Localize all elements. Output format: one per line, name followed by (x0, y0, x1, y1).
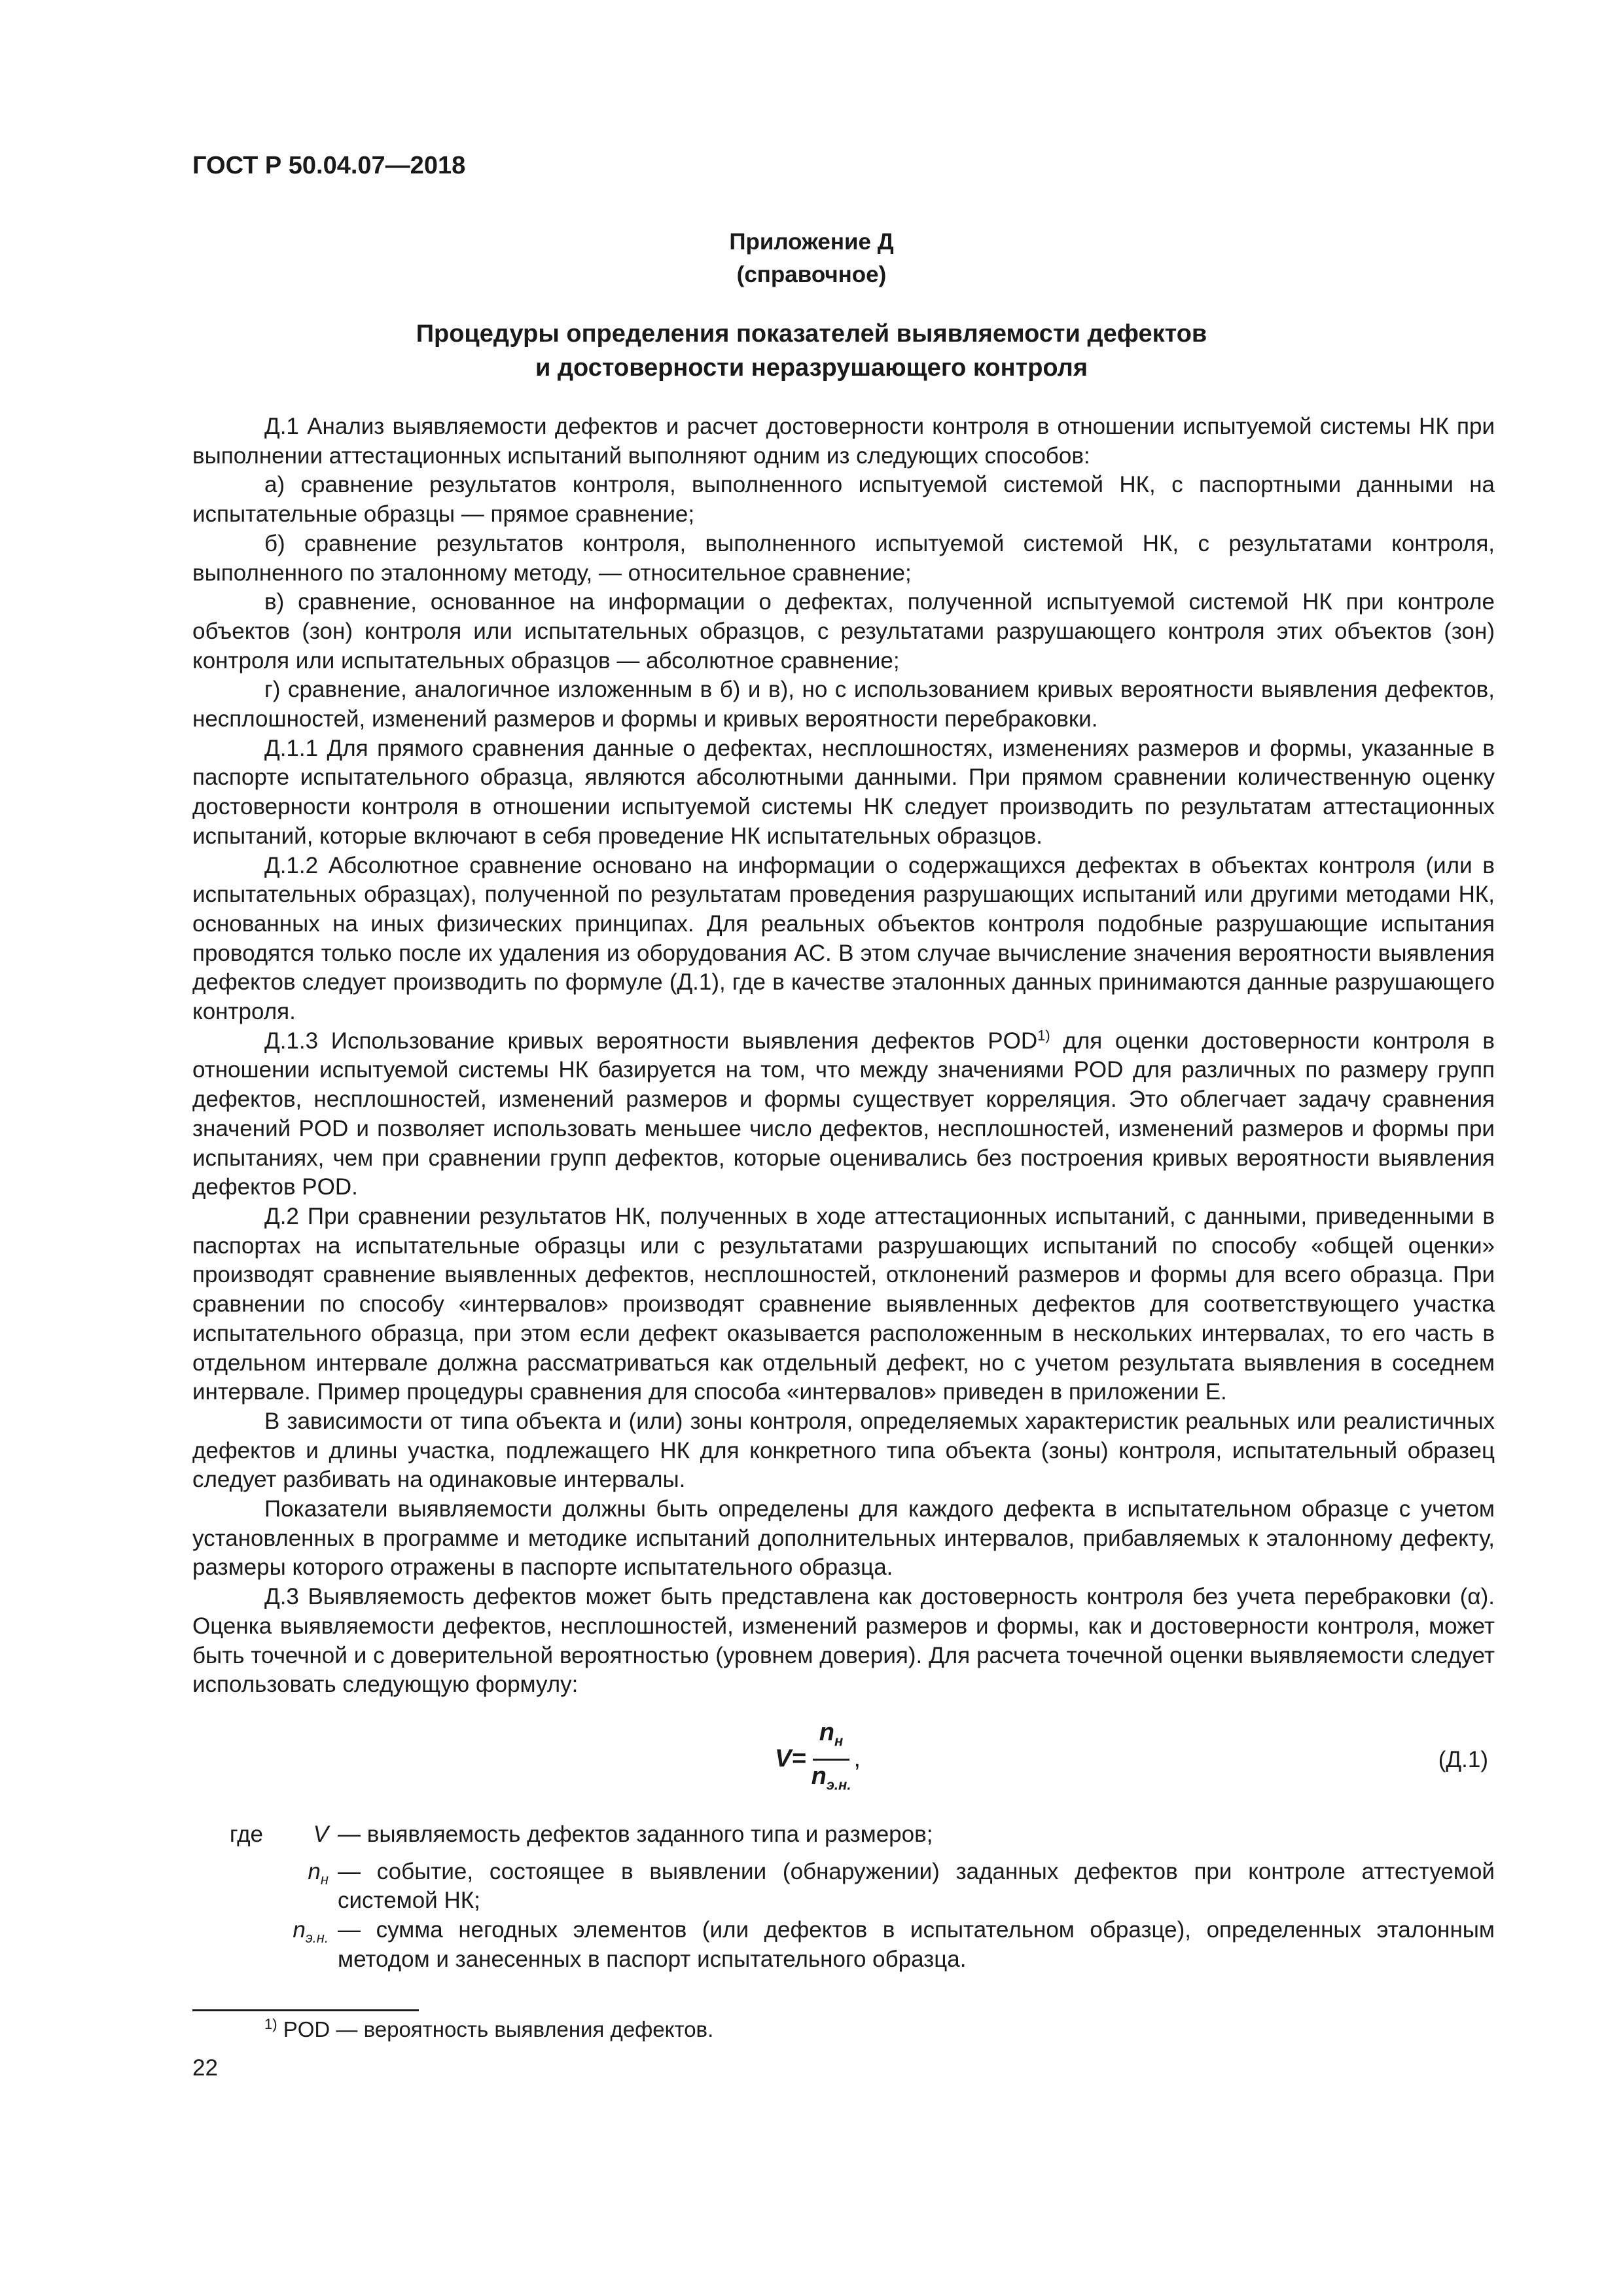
formula-expression (775, 1718, 861, 1801)
paragraph-d1-b: б) сравнение результатов контроля, выполненного испытуемой системой НК, с результатами контроля, выполненного по эталонному методу, — относительное сравнение; (192, 530, 1495, 586)
formula-denominator: $n_{э.н.}$ (811, 1763, 851, 1793)
appendix-title: Приложение Д (729, 229, 894, 255)
paragraph-d3: Д.3 Выявляемость дефектов может быть представлена как достоверность контроля без учета перебраковки (α). Оценка выявляемости дефектов, несплошностей, изменений размеров и формы, как и достоверности контроля, может быть точечной и с доверительной вероятностью (уровнем доверия). Для расчета точечной оценки выявляемости следует использовать следующую формулу: (192, 1584, 1495, 1698)
document-body (192, 412, 1495, 1974)
paragraph-intervals: В зависимости от типа объекта и (или) зоны контроля, определяемых характеристик реальных или реалистичных дефектов и длины участка, подлежащего НК для конкретного типа объекта (зоны) контроля, испытательный образец следует разбивать на одинаковые интервалы. (192, 1408, 1495, 1493)
footnote-separator (192, 2009, 419, 2011)
paragraph-d1-1: Д.1.1 Для прямого сравнения данные о дефектах, несплошностях, изменениях размеров и формы, указанные в паспорте испытательного образца, являются абсолютными данными. При прямом сравнении количественную оценку достоверности контроля в отношении испытуемой системы НК следует производить по результатам аттестационных испытаний, которые включают в себя проведение НК испытательных образцов. (192, 735, 1495, 849)
formula-comma: , (853, 1745, 861, 1773)
definition-symbol-n-en: $n_{э.н.}$ (293, 1917, 329, 1946)
definition-symbol-v: V (313, 1821, 329, 1847)
paragraph-d1-a: а) сравнение результатов контроля, выполненного испытуемой системой НК, с паспортными данными на испытательные образцы — прямое сравнение; (192, 472, 1495, 528)
document-code-header: ГОСТ Р 50.04.07—2018 (192, 152, 466, 179)
formula-number: (Д.1) (1438, 1746, 1488, 1772)
definition-symbol-n-n: $n_н$ (308, 1858, 329, 1888)
footnote (264, 2016, 713, 2042)
footnote-mark: 1) (264, 2016, 277, 2032)
definition-text-n-en: — сумма негодных элементов (или дефектов в испытательном образце), определенных эталонным методом и занесенных в паспорт испытательного образца. (338, 1917, 1495, 1972)
paragraph-d1-3 (192, 1027, 1495, 1202)
section-title (0, 317, 1623, 385)
paragraph-indicators: Показатели выявляемости должны быть определены для каждого дефекта в испытательном образце с учетом установленных в программе и методике испытаний дополнительных интервалов, прибавляемых к эталонному дефекту, размеры которого отражены в паспорте испытательного образца. (192, 1496, 1495, 1581)
appendix-subtitle: (справочное) (736, 262, 887, 287)
formula-d1 (192, 1718, 1495, 1804)
formula-fraction (812, 1718, 851, 1801)
section-title-line-1: Процедуры определения показателей выявляемости дефектов (416, 320, 1207, 348)
paragraph-d1-3-end: для оценки достоверности контроля в отношении испытуемой системы НК базируется на том, что между значениями POD для различных по размеру групп дефектов, несплошностей, изменений размеров и формы существует корреляция. Это облегчает задачу сравнения значений POD и позволяет использовать меньшее число дефектов, несплошностей, изменений размеров и формы при испытаниях, чем при сравнении групп дефектов, которые оценивались без построения кривых вероятности выявления дефектов POD. (192, 1028, 1495, 1200)
paragraph-d1: Д.1 Анализ выявляемости дефектов и расчет достоверности контроля в отношении испытуемой системы НК при выполнении аттестационных испытаний выполняют одним из следующих способов: (192, 414, 1495, 469)
formula-lhs: V (775, 1745, 792, 1773)
page-number: 22 (192, 2055, 218, 2081)
symbol-definitions (192, 1820, 1495, 1975)
section-title-line-2: и достоверности неразрушающего контроля (535, 354, 1088, 382)
paragraph-d1-3-start: Д.1.3 Использование кривых вероятности выявления дефектов POD (264, 1028, 1038, 1054)
definition-text-v: — выявляемость дефектов заданного типа и размеров; (338, 1821, 933, 1847)
definitions-where-label: где (229, 1821, 263, 1847)
formula-numerator: $n_н$ (813, 1718, 850, 1761)
footnote-reference: 1) (1037, 1027, 1050, 1044)
definition-text-n-n: — событие, состоящее в выявлении (обнаружении) заданных дефектов при контроле аттестуемой системой НК; (338, 1858, 1495, 1914)
formula-equals: = (791, 1745, 806, 1773)
paragraph-d2: Д.2 При сравнении результатов НК, полученных в ходе аттестационных испытаний, с данными, приведенными в паспортах на испытательные образцы или с результатами разрушающих испытаний по способу «общей оценки» производят сравнение выявленных дефектов, несплошностей, отклонений размеров и формы для всего образца. При сравнении по способу «интервалов» производят сравнение выявленных дефектов для соответствующего участка испытательного образца, при этом если дефект оказывается расположенным в нескольких интервалах, то его часть в отдельном интервале должна рассматриваться как отдельный дефект, но с учетом результата выявления в соседнем интервале. Пример процедуры сравнения для способа «интервалов» приведен в приложении Е. (192, 1203, 1495, 1405)
paragraph-d1-c: в) сравнение, основанное на информации о дефектах, полученной испытуемой системой НК при контроле объектов (зон) контроля или испытательных образцов, с результатами разрушающего контроля этих объектов (зон) контроля или испытательных образцов — абсолютное сравнение; (192, 589, 1495, 673)
paragraph-d1-d: г) сравнение, аналогичное изложенным в б) и в), но с использованием кривых вероятности выявления дефектов, несплошностей, изменений размеров и формы и кривых вероятности перебраковки. (192, 677, 1495, 732)
footnote-text: POD — вероятность выявления дефектов. (277, 2017, 714, 2041)
paragraph-d1-2: Д.1.2 Абсолютное сравнение основано на информации о содержащихся дефектах в объектах контроля (или в испытательных образцах), полученной по результатам проведения разрушающих испытаний или другими методами НК, основанных на иных физических принципах. Для реальных объектов контроля подобные разрушающие испытания проводятся только после их удаления из оборудования АС. В этом случае вычисление значения вероятности выявления дефектов следует производить по формуле (Д.1), где в качестве эталонных данных принимаются данные разрушающего контроля. (192, 852, 1495, 1025)
appendix-heading (0, 226, 1623, 291)
